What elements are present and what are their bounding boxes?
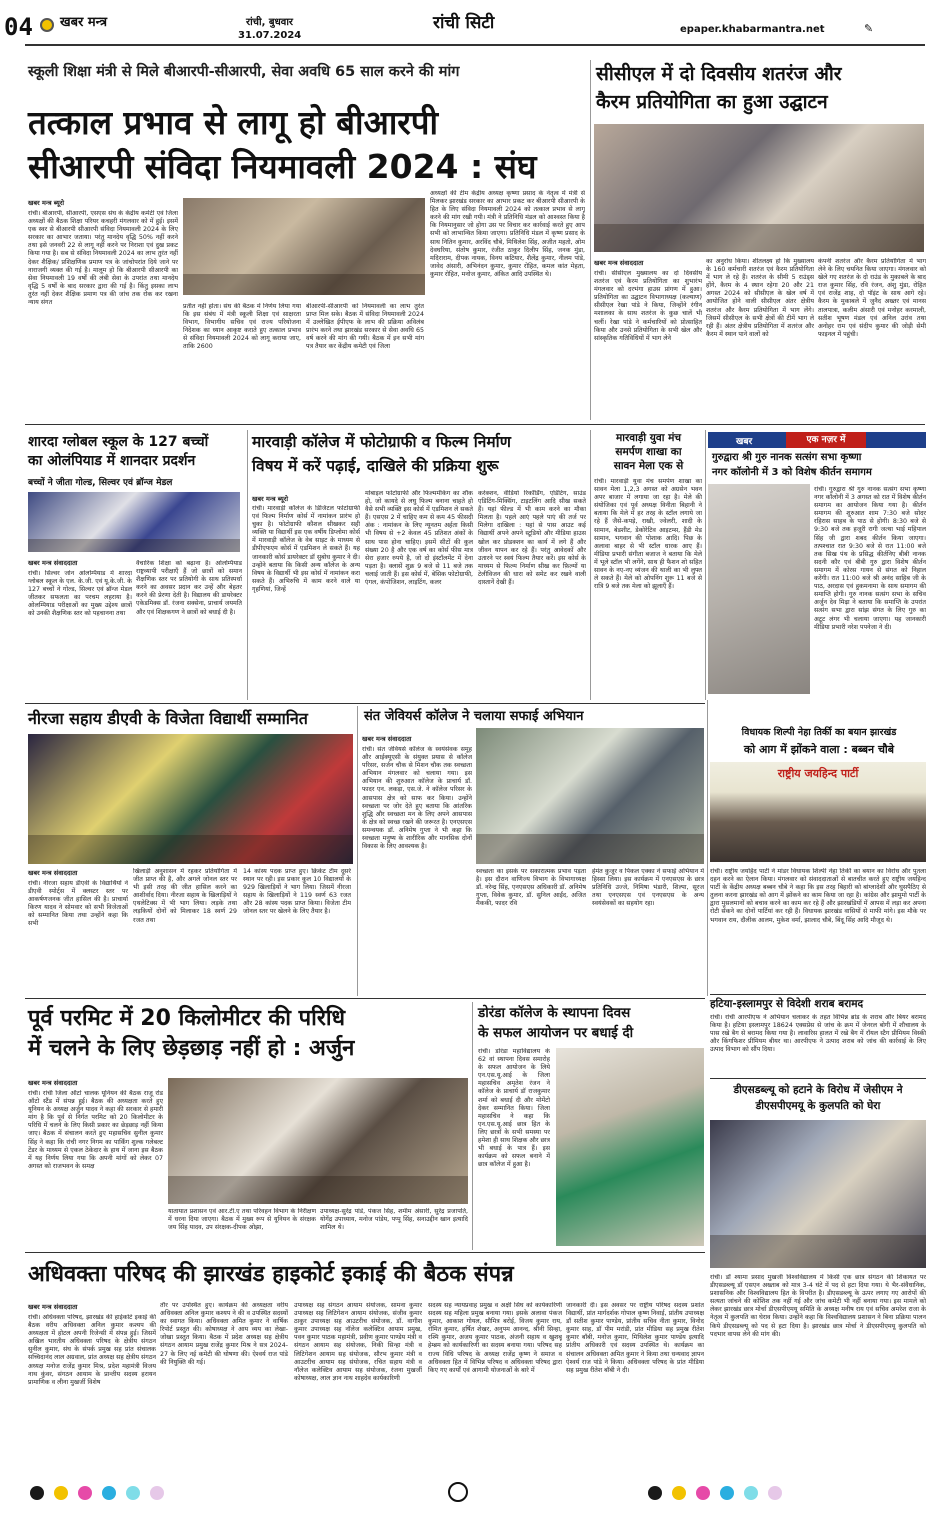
a4-title-line2: विषय में करें पढ़ाई, दाखिले की प्रक्रिया शुरू — [252, 457, 499, 475]
a11-col1: रांची। डोरंडा महाविद्यालय के 62 वां स्थापना दिवस समारोह के सफल आयोजन के लिये एन.एस.यू.आई के जिला महासचिव अमृतेश रंजन ने कॉलेज के प्राचार्य डॉ राजकुमार शर्मा को बधाई दी और मोमेंटो देकर सम्मानित किया। जिला महासचिव ने कहा कि एन.एस.यू.आई छात्र हित के लिए छात्रों के सभी समस्या पर हमेशा ही साथ शिक्षक और छात्र भी बधाई के पात्र हैं। इस कार्यक्रम को सफल बनाने में छात्र कॉलेज में हुआ है। — [478, 1048, 550, 1169]
a13-col3: उपाध्यक्ष सह संगठन आयाम संयोजक, सामना कुमार उपाध्यक्ष सह लिटिगेशन आयाम संयोजक, संजीव कुमार ठाकुर उपाध्यक्ष सह आउटरीच संयोजक, डॉ. वागीश कुमार उपाध्यक्ष सह नॉलेज कलेक्टिव आयाम प्रमुख, पवन कुमार पाठक महामंत्री, प्रवीण कुमार पाण्डेय मंत्री व संगठन आयाम सह संयोजक, निकी सिन्हा मंत्री व लिटिगेशन आयाम सह संयोजक, सौरभ कुमार मंत्री व आउटरीच आयाम सह संयोजक, रचित सहाय मंत्री व नॉलेज कलेक्टिव आयाम सह संयोजक, रंजना मुखर्जी कोषाध्यक्ष, लाल ज्ञान नाथ शाहदेव कार्यकारिणी — [294, 1302, 422, 1382]
a6-title: नीरजा सहाय डीएवी के विजेता विद्यार्थी सम्मानित — [28, 709, 308, 728]
a1-col1: रांची। बीआरपी, सीआरपी, एसएस संघ के केंद्रीय कमेटी एवं जिला अध्यक्षों की बैठक शिक्षा परियर कचहरी मंगलवार को में हुई। इसमें एक स्वर से बीआरपी सीआरपी संविदा नियमावली 2024 के लिए सरकार का आभार जताया। परंतु मानदेय वृद्धि 50% नहीं करने तथा इसे जनवरी 22 से लागू नहीं करने पर निराशा एवं दुख प्रकट किया गया है। सब से संविदा नियमावली 2024 का लाभ तुरंत नहीं देकर शैक्षिक/ प्रशिक्षणिक प्रमाण पत्र के जांचोपरांत दिये जाने पर नाराजगी व्यक्त की गई है। मालूम हो कि बीआरपी सीआरपी का सेवा नियमावली 19 वर्षों की लंबी सेवा के उपरांत तथा मानदेय वृद्धि 5 वर्षों के बाद सरकार द्वारा की गई है। किंतु इसका लाभ तुरंत नहीं देकर शैक्षिक प्रमाण पत्र की जांच तक रोक कर रखना न्याय संगत — [28, 210, 178, 307]
a6-col3: 14 कांस्य पदक प्राप्त हुए। क्रिकेट टीम दूसरे स्थान पर रही। इस प्रकार कुल 10 विद्यालयों के 929 खिलाड़ियों ने भाग लिया। जिसमें नीरजा सहाय के खिलाड़ियों ने 119 स्वर्ण 63 रजत और 28 कांस्य पदक प्राप्त किया। विजेता टीम जोनल स्तर पर खेलने के लिए तैयार है। — [243, 868, 351, 916]
a6-col1: रांची। नीरजा सहाय डीएवी के विद्यार्थियों ने डीएवी स्पोर्ट्स में क्लस्टर स्तर पर आकर्षणजनक जीत हासिल की है। प्राचार्या किरण यादव ने सोमवार को सभी विजेताओं को सम्मानित किया तथा उन्होंने कहा कि सभी — [28, 880, 128, 928]
a7-col2: स्वच्छता का इसके पर सकारात्मक प्रभाव पड़ता है। इस दौरान वाणिज्य विभाग के विभागाध्यक्ष डॉ. नरेन्द्र सिंह, एनएसएस अधिकारी डॉ. अनिमेष गुप्ता, विवेक कुमार, डॉ. सुनिल आईंद, अजित मैककी, फादर रवि — [476, 868, 586, 908]
paper-name: खबर मन्त्र — [60, 15, 108, 30]
a3-photo — [28, 492, 240, 552]
a11-title-line1: डोरंडा कॉलेज के स्थापना दिवस — [478, 1005, 631, 1021]
a5-col1: रांची। मारवाड़ी युवा मंच समर्पण शाखा का सावन मेला 1,2,3 अगस्त को अग्रसेन भवन अपर बाजार में लगाया जा रहा है। मेले की संयोजिका एवं पूर्व अध्यक्ष विनीता बिहानी ने बताया कि मेले में हर तरह के स्टॉल लगाये जा रहे हैं जैसे-कपड़े, राखी, ज्वेलरी, शादी के सामान, बेडशीट, डेकोरेटिव आइटम्स, हैंडी मेड सामान, भगवान की पोशाक आदि। पिछ के अलावा बाहर से भी स्टॉल धारक आए हैं। मीडिया प्रभारी संगीता बजाज ने बताया कि मेले में भूले स्टॉल भी लगेंगे, साथ ही फैशन शो सहित सावन के नए-नए व्यंजन की थाली का भी लुफ्त ले सकते हैं। मेले को ओपनिंग शुरू 11 बजे से रात्रि 9 बजे तक मेला को झूलाएँ हैं। — [594, 478, 702, 591]
a13-title: अधिवक्ता परिषद की झारखंड हाइकोर्ट इकाई की बैठक संपन्न — [28, 1262, 514, 1287]
a2-col2: का अनुरोध किया। शीतलक्ष्य हो कि मुख्यालय के 160 कर्मचारी शतरंज एवं कैरम प्रतियोगिता में भाग ले रहे हैं। शतरंज के सीमी 5 राउंड्स होंगे, कैरम के 4 स्थान रहेगा 20 और 21 अगस्त 2024 को सीसीएल के खेल वर्ष में आयोजित होने वाली सीसीएल अंतर क्षेत्रीय शतरंज और कैरम प्रतियोगिता में भाग लेंगे। जिसमें सीसीएल के सभी क्षेत्रों की टीमें भाग ले रही हैं। अंतर क्षेत्रीय प्रतियोगिता में शतरंज और कैरम में स्थान पाने वालों को — [706, 258, 814, 338]
a5-title-line3: सावन मेला एक से — [613, 460, 684, 472]
a13-byline: खबर मन्त्र संवाददाता — [28, 1303, 78, 1311]
a10-photo — [168, 1078, 468, 1204]
a10-title-line1: पूर्व परमिट में 20 किलोमीटर की परिधि — [28, 1006, 346, 1031]
a1-title-line1: तत्काल प्रभाव से लागू हो बीआरपी — [28, 103, 439, 142]
a10-col1: रांची। रांची जिला ऑटो चालक यूनियन की बैठक राजू रोड ऑटो स्टैंड में संपन्न हुई। बैठक की अध्यक्षता करते हुए यूनियन के अध्यक्ष अर्जुन यादव ने कहा की सरकार से हमारी मांग है कि पूर्व से निर्गत परमिट को 20 किलोमीटर के परिधि में चलने के लिए किसी प्रकार का छेड़छाड़ नहीं किया जाए। बैठक में संचालन करते हुए महासचिव सुनील कुमार सिंह ने कहा कि रांची नगर निगम का पार्किंग शुल्क गलेबल्ट टेंडर के माध्यम से एकल ठेकेदार के हाथ में जाना इस बैठक में यह निर्णय लिया गया कि अपनी मांगों को लेकर 07 अगस्त को राजभवन के समक्ष — [28, 1090, 163, 1170]
a10-col3: उपाध्यक्ष-सुरेंद्र पांडे, पंकज सिंह, शमीम अंसारी, सुरेंद्र प्रजापति, योगेंद्र उपाध्याय, मनोज पांडेय, पप्पू सिंह, सनाउद्दीन खान इत्यादि शामिल थे। — [320, 1208, 468, 1232]
nazar-title-line2: नगर कॉलोनी में 3 को विशेष कीर्तन समागम — [712, 467, 872, 478]
a8-col1: रांची। राष्ट्रीय जयहिंद पार्टी ने मांडर विधायक शिल्पी नेहा तिर्की का बयान का विरोध और पुतला दहन करने का ऐलान किया। मंगलवार को संवाददाताओं से बातचीत करते हुए राष्ट्रीय जयहिन्द पार्टी के केंद्रीय अध्यक्ष बब्बन चौबे ने कहा कि इस तरह बिहारी को बांग्लादेशी और घुसपैठिए से तुलना करना झारखंड को आग में झोंकने का काम किया जा रहा है। कांग्रेस और झामुमो पार्टी के द्वारा मुसलमानों को बचाव करने का काम कर रहे हैं और झारखंडियों में आपस में लड़ा कर अपना रोटी सेंकने का दोनों पार्टियां कर रही हैं। विधायक झारखंड वासियों से माफी मांगे। इस मौके पर भगवान राय, दौलीक आलम, मुकेश वर्मा, झालाद चौबे, बिंदू सिंह आदि मौजूद थे। — [710, 868, 926, 924]
a2-title-line2: कैरम प्रतियोगिता का हुआ उद्घाटन — [596, 91, 828, 113]
a3-col1: रांची। सिल्वर जोन ओलम्पियाड में शारदा ग्लोबल स्कूल के एल. के.जी. एवं यू.के.जी. के 127 बच्चों ने गोल्ड, सिल्वर एवं ब्रॉन्ज मेडल जीतकर सफलता का परचम लहराया है। ओलम्पियाड परीक्षाओं का मुख्य उद्देश्य छात्रों को उनकी शैक्षणिक स्तर को पहचानना तथा — [28, 570, 132, 618]
a12-title-line2: डीएसपीएमयू के कुलपति को घेरा — [755, 1100, 881, 1112]
a3-col2: वैचारिक शिक्षा को बढ़ाना है। ओलम्पियाड राष्ट्रव्यापी परीक्षाएँ हैं जो छात्रों को समान शैक्षणिक स्तर पर प्रतियोगी के साथ प्रतिस्पर्धा करने का अवसर प्रदान कर उन्हें और बेहतर करने की प्रेरणा देती है। विद्यालय की डायरेक्टर एकेडमिक्स डॉ. रंजना सक्सेना, प्राचार्य जयमति और एवं शिक्षकगण ने छात्रों को बधाई दी है। — [136, 560, 242, 616]
a1-col4: अध्यक्षों की टीम केंद्रीय अध्यक्ष कृष्णा प्रसाद के नेतृत्व में मंत्री से मिलकर झारखंड सरकार का आभार प्रकट कर बीआरपी सीआरपी के हित के लिए संविदा नियमावली 2024 को तत्काल प्रभाव से लागू करने की मांग रखी गयी। मंत्री ने प्रतिनिधि मंडल को आश्वस्त किया है कि नियमानुसार जो होगा उस पर विचार कर कार्रवाई करते हुए आप सभी को लाभान्वित किया जाएगा। प्रतिनिधि मंडल में कृष्ण प्रसाद के साथ नितिन कुमार, अरविंद चौबे, मिथिलेश सिंह, अजीत महतो, ओम देवघरिया, संतोष कुमार, रंजीत ठाकुर दिलीप सिंह, जनक मुंडा, मदिराराम, दीपक नायक, विनय कटियार, शैलेंद्र कुमार, नीलम पांडे, जावेद अंसारी, अभिनंदन कुमार, कुमार रोहित, कमल कांत मेहता, कुमार रोहित, मनोज कुमार, अंकित आदि उपस्थित थे। — [430, 190, 585, 278]
a12-photo — [710, 1120, 926, 1268]
a12-title-line1: डीएसडब्ल्यू को हटाने के विरोध में जेसीएम ने — [733, 1084, 903, 1096]
a2-col3: कंपनी शतरंज और कैरम प्रतियोगिता में भाग लेने के लिए चयनित किया जाएगा। मंगलवार को खेले गए शतरंज के दो राउंड के मुकाबले के बाद राज कुमार सिंह, रवि रंजन, अंशु मुंडा, रोहित एवं राजेंद्र शाह, दो पॉइंट के साथ आगे रहे। कैरम के मुकाबले में जुनैद अख्तर एवं मानस तालपात्रा, कलीम अंसारी एवं मनोहर करमाली, सतीश भूषण मंडल एवं अनिल उरांव तथा अनोहर राम एवं संदीप कुमार की जोड़ी सेमी फाइनल में पहुंची। — [818, 258, 926, 338]
a4-title-line1: मारवाड़ी कॉलेज में फोटोग्राफी व फिल्म निर्माण — [252, 433, 511, 451]
a1-byline: खबर मन्त्र ब्यूरो — [28, 199, 65, 207]
nazar-label: खबर — [736, 437, 753, 447]
a4-col1: रांची। मारवाड़ी कॉलेज के डिजिटल फोटोग्राफी एवं फिल्म निर्माण कोर्स में नामांकन प्रारंभ हो चुका है। फोटोग्राफी कौशल सीखकर सही व्यक्ति या विद्यार्थी इस एक वर्षीय डिप्लोमा कोर्स में मारवाड़ी कॉलेज के वेब साइट के माध्यम से डीपीएफएम कोर्स में एडमिशन ले सकते हैं। यह जानकारी कोर्स डायरेक्टर डॉ सुबोध कुमार ने दी। उन्होंने बताया कि किसी अन्य कॉलेज के अन्य विषय के विद्यार्थी भी इस कोर्स में नामांकन करा सकते हैं। अभिरुचि में काम करने वाले या गृहणियां, जिन्हें — [252, 505, 360, 593]
a5-title-line2: समर्पण शाखा का — [615, 446, 682, 458]
a1-photo — [183, 198, 425, 295]
a13-col2: तौर पर उपस्थित हुए। कार्यक्रम की अध्यक्षता वरीय अधिवक्ता अनिल कुमार कश्यप ने की व उपस्थित सदस्यों का स्वागत किया। अधिवक्ता अमित कुमार ने वार्षिक रिपोर्ट प्रस्तुत की। कोषाध्यक्ष ने आय व्यय का लेखा-जोखा प्रस्तुत किया। बैठक में प्रदेश अध्यक्ष सह क्षेत्रीय संगठन आयाम प्रमुख राजेंद्र कुमार मिश्र ने सत्र 2024-27 के लिए नई कमेटी की घोषणा की। ऐश्वर्य राज पांडे की नियुक्ति की गई। — [160, 1302, 288, 1366]
a11-photo — [556, 1048, 704, 1246]
a2-col1: रांची। सीसीएल मुख्यालय का दो दिवसीय शतरंज एवं कैरम प्रतियोगिता का शुभारंभ मंगलवार को दरभंगा हाउस प्रांगण में हुआ। प्रतियोगिता का उद्घाटन विभागाध्यक्ष (कल्याण) सीसीएल रेखा पांडे ने किया, जिन्होंने रंगीन मशालका के साथ शतरंज के कुछ चालें भी चलीं। रेखा पांडे ने कर्मचारियों को प्रोत्साहित किया और उनसे प्रतियोगिता के सभी खेल और सांस्कृतिक गतिविधियों में भाग लेने — [594, 270, 702, 342]
registration-mark-icon — [448, 1482, 468, 1502]
cursor-icon: ✎ — [864, 22, 874, 35]
a5-title-line1: मारवाड़ी युवा मंच — [615, 432, 682, 444]
a10-col2: यातायात प्रशासन एवं आर.टी.ए तथा परिवहन विभाग के निरीक्षण में धरना दिया जाएगा। बैठक में मुख्य रूप से यूनियन के संरक्षक जय सिंह यादव, उप संरक्षक-दीपक ओझा, — [168, 1208, 316, 1232]
a7-col1: रांची। संत जेवियर्स कॉलेज के स्वयंसेवक समूह और आईक्यूएसी के संयुक्त प्रयास से कॉलेज परिसर, सर्जन चौक से मिशन चौक तक स्वच्छता अभियान मंगलवार को चलाया गया। इस अभियान की शुरुआत कॉलेज के प्राचार्य डॉ. फादर एन. लकड़ा, एस.जे. ने कॉलेज परिसर के आसपास क्षेत्र को साफ कर किया। उन्होंने स्वच्छता पर जोर देते हुए बताया कि आंतरिक शुद्धि और स्वच्छता मन के लिए अपने आसपास के क्षेत्र को स्वच्छ रखने की जरूरत है। एनएसएस समन्वयक डॉ. अनिमेष गुप्ता ने भी कहा कि स्वच्छता मनुष्य के शारीरिक और मानसिक दोनों विकास के लिए आवश्यक है। — [362, 746, 472, 851]
a2-title-line1: सीसीएल में दो दिवसीय शतरंज और — [596, 63, 842, 85]
a8-photo — [710, 762, 926, 862]
a7-byline: खबर मन्त्र संवाददाता — [362, 735, 412, 743]
a3-subtitle: बच्चों ने जीता गोल्ड, सिल्वर एवं ब्रॉन्ज मेडल — [28, 478, 173, 488]
a3-title-line1: शारदा ग्लोबल स्कूल के 127 बच्चों — [28, 434, 209, 450]
a13-col5: जानकारी दी। इस अवसर पर राष्ट्रीय परिषद सदस्य प्रशांत विद्यार्थी, प्रांत मार्गदर्शक गोपाल कृष्ण निवाई, प्रांतीय उपाध्यक्ष डॉ सतीश कुमार पाण्डेय, प्रांतीय सचिव नीता कुमार, विनोद कुमार साह, डॉ पीम मरांडी, प्रांत मीडिया सह प्रमुख रीतेश कुमार बॉबी, मनोज कुमार, मिथिलेश कुमार पाण्डेय इत्यादि प्रांतीय अधिकारी एवं सदस्य उपस्थित थे। कार्यक्रम का संचालन अधिवक्ता अमित कुमार ने किया तथा धन्यवाद ज्ञापन ऐश्वर्य राज पांडे ने किया। अधिवक्ता परिषद के प्रांत मीडिया सह प्रमुख रीतेश बॉबी ने दी। — [566, 1302, 704, 1374]
nazar-col1: रांची। गुरुद्वारा श्री गुरु नानक सत्संग सभा कृष्णा नगर कॉलोनी में 3 अगस्त को रात में विशेष कीर्तन समागम का आयोजन किया गया है। कीर्तन समागम की शुरुआत शाम 7:30 बजे सोदर रहिरास साहब के पाठ से होगी। 8:30 बजे से 9:30 बजे तक हजूरी रागी जत्था भाई महिपाल सिंह जी द्वारा शबद कीर्तन किया जाएगा। तत्पश्चात रात 9:30 बजे से रात 11:00 बजे तक सिख पंथ के प्रसिद्ध कीर्तनिए बीबी नानक सदनी कौर एवं बीबी गुरु द्वारा विशेष कीर्तन समागम में कोरस गायन से संगत को निहाल करेंगी। रात 11:00 बजे श्री अनंद साहिब जी के पाठ, अरदास एवं हुकमनामा के साथ समागम की समाप्ति होगी। गुरु नानक सत्संग सभा के सचिव अर्जुन देव मिढ़ा ने बताया कि समाप्ति के उपरांत सत्संग सभा द्वारा सांझ संगत के लिए गुरु का अटूट लंगर भी चलाया जाएगा। यह जानकारी मीडिया प्रभारी नरेश पपनेजा ने दी। — [814, 486, 926, 631]
a6-col2: खिलाड़ी अनुशासन में रहकर प्रतियोगिता में जीत प्राप्त की है, और अगले जोनल स्तर पर भी इसी तरह की जीत हासिल करने का आशीर्वाद दिया। नीरजा सहाय के खिलाड़ियों ने एथलेटिक्स में भी भाग लिया। लड़के तथा लड़कियों दोनों को मिलाकर 18 स्वर्ण 29 रजत तथा — [133, 868, 237, 924]
a1-title-line2: सीआरपी संविदा नियमावली 2024 : संघ — [28, 147, 537, 186]
a8-title-line2: को आग में झोंकने वाला : बब्बन चौबे — [743, 743, 895, 756]
a1-col2: प्रतीत नहीं होता। संघ की बैठक में निर्णय लिया गया कि इस संबंध में मंत्री स्कूली शिक्षा एवं साक्षरता विभाग, विभागीय सचिव एवं राज्य परियोजना निदेशक का ध्यान आकृष्ट कराते हुए तत्काल प्रभाव से संविदा नियमावली 2024 को लागू कराया जाए, ताकि 2600 — [183, 303, 301, 351]
a2-byline: खबर मन्त्र संवाददाता — [594, 259, 644, 267]
a6-byline: खबर मन्त्र संवाददाता — [28, 869, 78, 877]
a7-photo — [476, 728, 704, 864]
a9-col1: रांची। रांची आरपीएफ ने अभियान चलाकर के तहत विभिन्न ब्रांड के शराब और बियर बरामद किया है। हटिया इस्लामपुर 18624 एक्सप्रेस से जांच के क्रम में जेनरल बोगी में शौचालय के पास रखे बैग से बरामद किया गया है। लावारिस हालत में रखे बैग में रॉयल स्टैग प्रीमियम विस्की और किंगफिशर प्रीमियम बीयर था। आरपीएफ ने उत्पाद शराब को जांच की कार्रवाई के लिए उत्पाद विभाग को सौंप दिया। — [710, 1014, 926, 1054]
a11-title-line2: के सफल आयोजन पर बधाई दी — [478, 1025, 634, 1041]
a9-title: हटिया-इस्लामपुर से विदेशी शराब बरामद — [710, 998, 864, 1010]
page-number: 04 — [4, 13, 33, 41]
section-title: रांची सिटी — [433, 13, 495, 33]
a3-title-line2: का ओलंपियाड में शानदार प्रदर्शन — [28, 453, 196, 469]
nazar-tag: एक नज़र में — [786, 432, 866, 448]
masthead-date: 31.07.2024 — [238, 30, 302, 41]
logo-icon — [40, 18, 54, 32]
a4-col2: मोबाइल फोटोग्राफी और फिल्ममेकिंग का शौक हो, जो कायदे से लघु फिल्म बनाना चाहते हो वैसे सभी व्यक्ति इस कोर्स में एडमिशन ले सकते हैं। एसएस 2 में चाहिए कम से कम 45 फीसदी अंक : नामांकन के लिए न्यूनतम अर्हता किसी भी विषय से +2 केवल 45 प्रतिशत अंकों के साथ पास होना चाहिए। इसमें सीटों की कुल संख्या 20 है और एक वर्ष का कोर्स फीस मात्र सेरा हजार रुपये है, जो दो इंस्टॉलमेंट में देना पड़ता है। क्लासें शुक्र 9 बजे से 11 बजे तक चलाई जाती हैं। इस कोर्स में, बेसिक फोटोग्राफी, एंगल, कंपोजिशन, लाइटिंग, कलर — [365, 490, 473, 587]
masthead — [0, 0, 945, 52]
nazar-title-line1: गुरुद्वारा श्री गुरु नानक सत्संग सभा कृष्णा — [712, 452, 862, 463]
a6-photo — [28, 734, 353, 864]
a7-col3: हेमंत कुजूर व पिंकल एक्का ने सफाई अभियान में हिस्सा लिया। इस कार्यक्रम में एनएसएस के छात्र प्रतिनिधि उज्जे, निमिषा भंडारी, शिल्पा, सूरज तथा एनएसएस एवं एनएसएस के अन्य स्वयंसेवकों का सहयोग रहा। — [592, 868, 704, 908]
a3-byline: खबर मन्त्र संवाददाता — [28, 559, 78, 567]
a4-col3: करेक्शन, वीडियो रिकॉर्डिंग, एडिटिंग, साउंड एडिटिंग-मिक्सिंग, टाइटलिंग आदि सीख सकते हैं। यहां फील्ड में भी काम करने का मौका मिलता है। पहले आएं पहले पाएं की तर्ज पर मिलेगा दाखिला : यहां से पास आउट कई विद्यार्थी अपने अपने स्टूडियो और मीडिया हाउस खोल कर प्रोडक्शन का कार्य में लगे हैं और जीवन यापन कर रहे हैं। परंतु आवेदकों और उतारने पर स्वयं फिल्म तैयार करें। इस कोर्स के माध्यम से फिल्म निर्माण सीख कर फ़िल्मों या टेलीविजन की धारा को समेट कर रखने वाली दास्तानें देखी हैं। — [478, 490, 586, 587]
a8-banner: राष्ट्रीय जयहिन्द पार्टी — [777, 767, 859, 780]
a12-col1: रांची। डॉ श्यामा प्रसाद मुखर्जी विश्वविद्यालय में किसी एक छात्र संगठन की शिकायत पर डीएसडब्ल्यू डॉ एसएन अख्ताब को मात्र 3-4 घंटे में पद से हटा दिया गया। ये भैर-संवैधानिक, प्रशासनिक और विश्वविद्यालय हित के विपरीत है। डीएसडब्ल्यू के ऊपर लगाए गए आरोपों की सत्यता जांचने की कोशिश तक नहीं गई और जांच कमेटी भी नहीं बनाया गया। इस मामले को लेकर झारखंड छात्र मोर्चा डीएसपीएमयू समिति के अध्यक्ष मनीष राय एवं सचिव अमरेश राजा के नेतृत्व में कुलपति का घेराव किया। उन्होंने कहा कि विश्वविद्यालय प्रशासन ने बिना प्रक्रिया पालन किये डीएसडब्ल्यू को पद से हटा दिया है। झारखंड छात्र मोर्चा ने डीएसपीएमयू कुलपति को पदभार वापस लेने की मांग की। — [710, 1274, 926, 1338]
a2-photo — [594, 124, 924, 252]
a13-col4: सदस्य सह न्यायप्रवाह प्रमुख व अक्षी सिंघ को कार्यकारिणी सदस्य सह महिला प्रमुख बनाया गया। इसके अलावा पंकज कुमार, आकाश गोयल, सौमित्र बरोई, विजय कुमार राय, रोमित कुमार, हर्षित शेखर, अनुपम आनन्द, श्रीनी सिन्हा, रश्मि कुमार, अजय कुमार पाठक, अंजनी सहाय व खुशबू हेम्ब्रम को कार्यकारिणी का सदस्य बनाया गया। परिषद सह राज्य विधि परिषद के अध्यक्ष राजेंद्र कृष्ण ने समाज व अधिवक्ता हित में विभिन्न परिषद व अधिवक्ता परिषद द्वारा किए गए कार्यों एवं आगामी योजनाओं के बारे में — [428, 1302, 562, 1374]
a1-kicker: स्कूली शिक्षा मंत्री से मिले बीआरपी-सीआरपी, सेवा अवधि 65 साल करने की मांग — [28, 64, 460, 80]
a4-byline: खबर मन्त्र ब्यूरो — [252, 495, 289, 503]
a1-col3: बीआरपी-सीआरपी को नियमावली का लाभ तुरंत प्राप्त मिल सके। बैठक में संविदा नियमावली 2024 में उल्लेखित ईपीएफ के लाभ की प्रक्रिया अविलंब प्रारंभ करने तथा झारखंड सरकार से सेवा अवधि 65 वर्ष करने की मांग की गयी। बैठक में इन सभी मांग पत्र तैयार कर केंद्रीय कमेटी एवं जिला — [306, 303, 424, 351]
color-registration-bar — [0, 1470, 945, 1517]
a10-byline: खबर मन्त्र संवाददाता — [28, 1079, 78, 1087]
nazar-photo — [708, 484, 810, 694]
a8-title-line1: विधायक शिल्पी नेहा तिर्की का बयान झारखंड — [741, 727, 897, 738]
a13-col1: रांची। अधिवक्ता परिषद, झारखंड की हाईकोर्ट इकाई की बैठक वरीय अधिवक्ता अनिल कुमार कश्यप की अध्यक्षता में होटल अपनी रिजेन्सी में संपन्न हुई। जिसमें अखिल भारतीय अधिवक्ता परिषद के क्षेत्रीय संगठन सुनील कुमार, संघ के संपर्क प्रमुख सह प्रांत संचालक सच्चिदानंद लाल अग्रवाल, प्रांत अध्यक्ष सह क्षेत्रीय संगठन अध्यक्ष मनोज राजेंद्र कुमार मिश्र, प्रदेश महामंत्री विजय नाथ कुंवर, संगठन आयाम के प्रान्तीय सदस्य हरायन प्रामाणिक व लीना मुखर्जी विशेष — [28, 1314, 156, 1386]
a7-title: संत जेवियर्स कॉलेज ने चलाया सफाई अभियान — [364, 709, 584, 724]
epaper-url[interactable]: epaper.khabarmantra.net — [680, 24, 825, 35]
masthead-city: रांची, बुधवार — [246, 17, 294, 28]
a10-title-line2: में चलने के लिए छेड़छाड़ नहीं हो : अर्जुन — [28, 1036, 355, 1061]
